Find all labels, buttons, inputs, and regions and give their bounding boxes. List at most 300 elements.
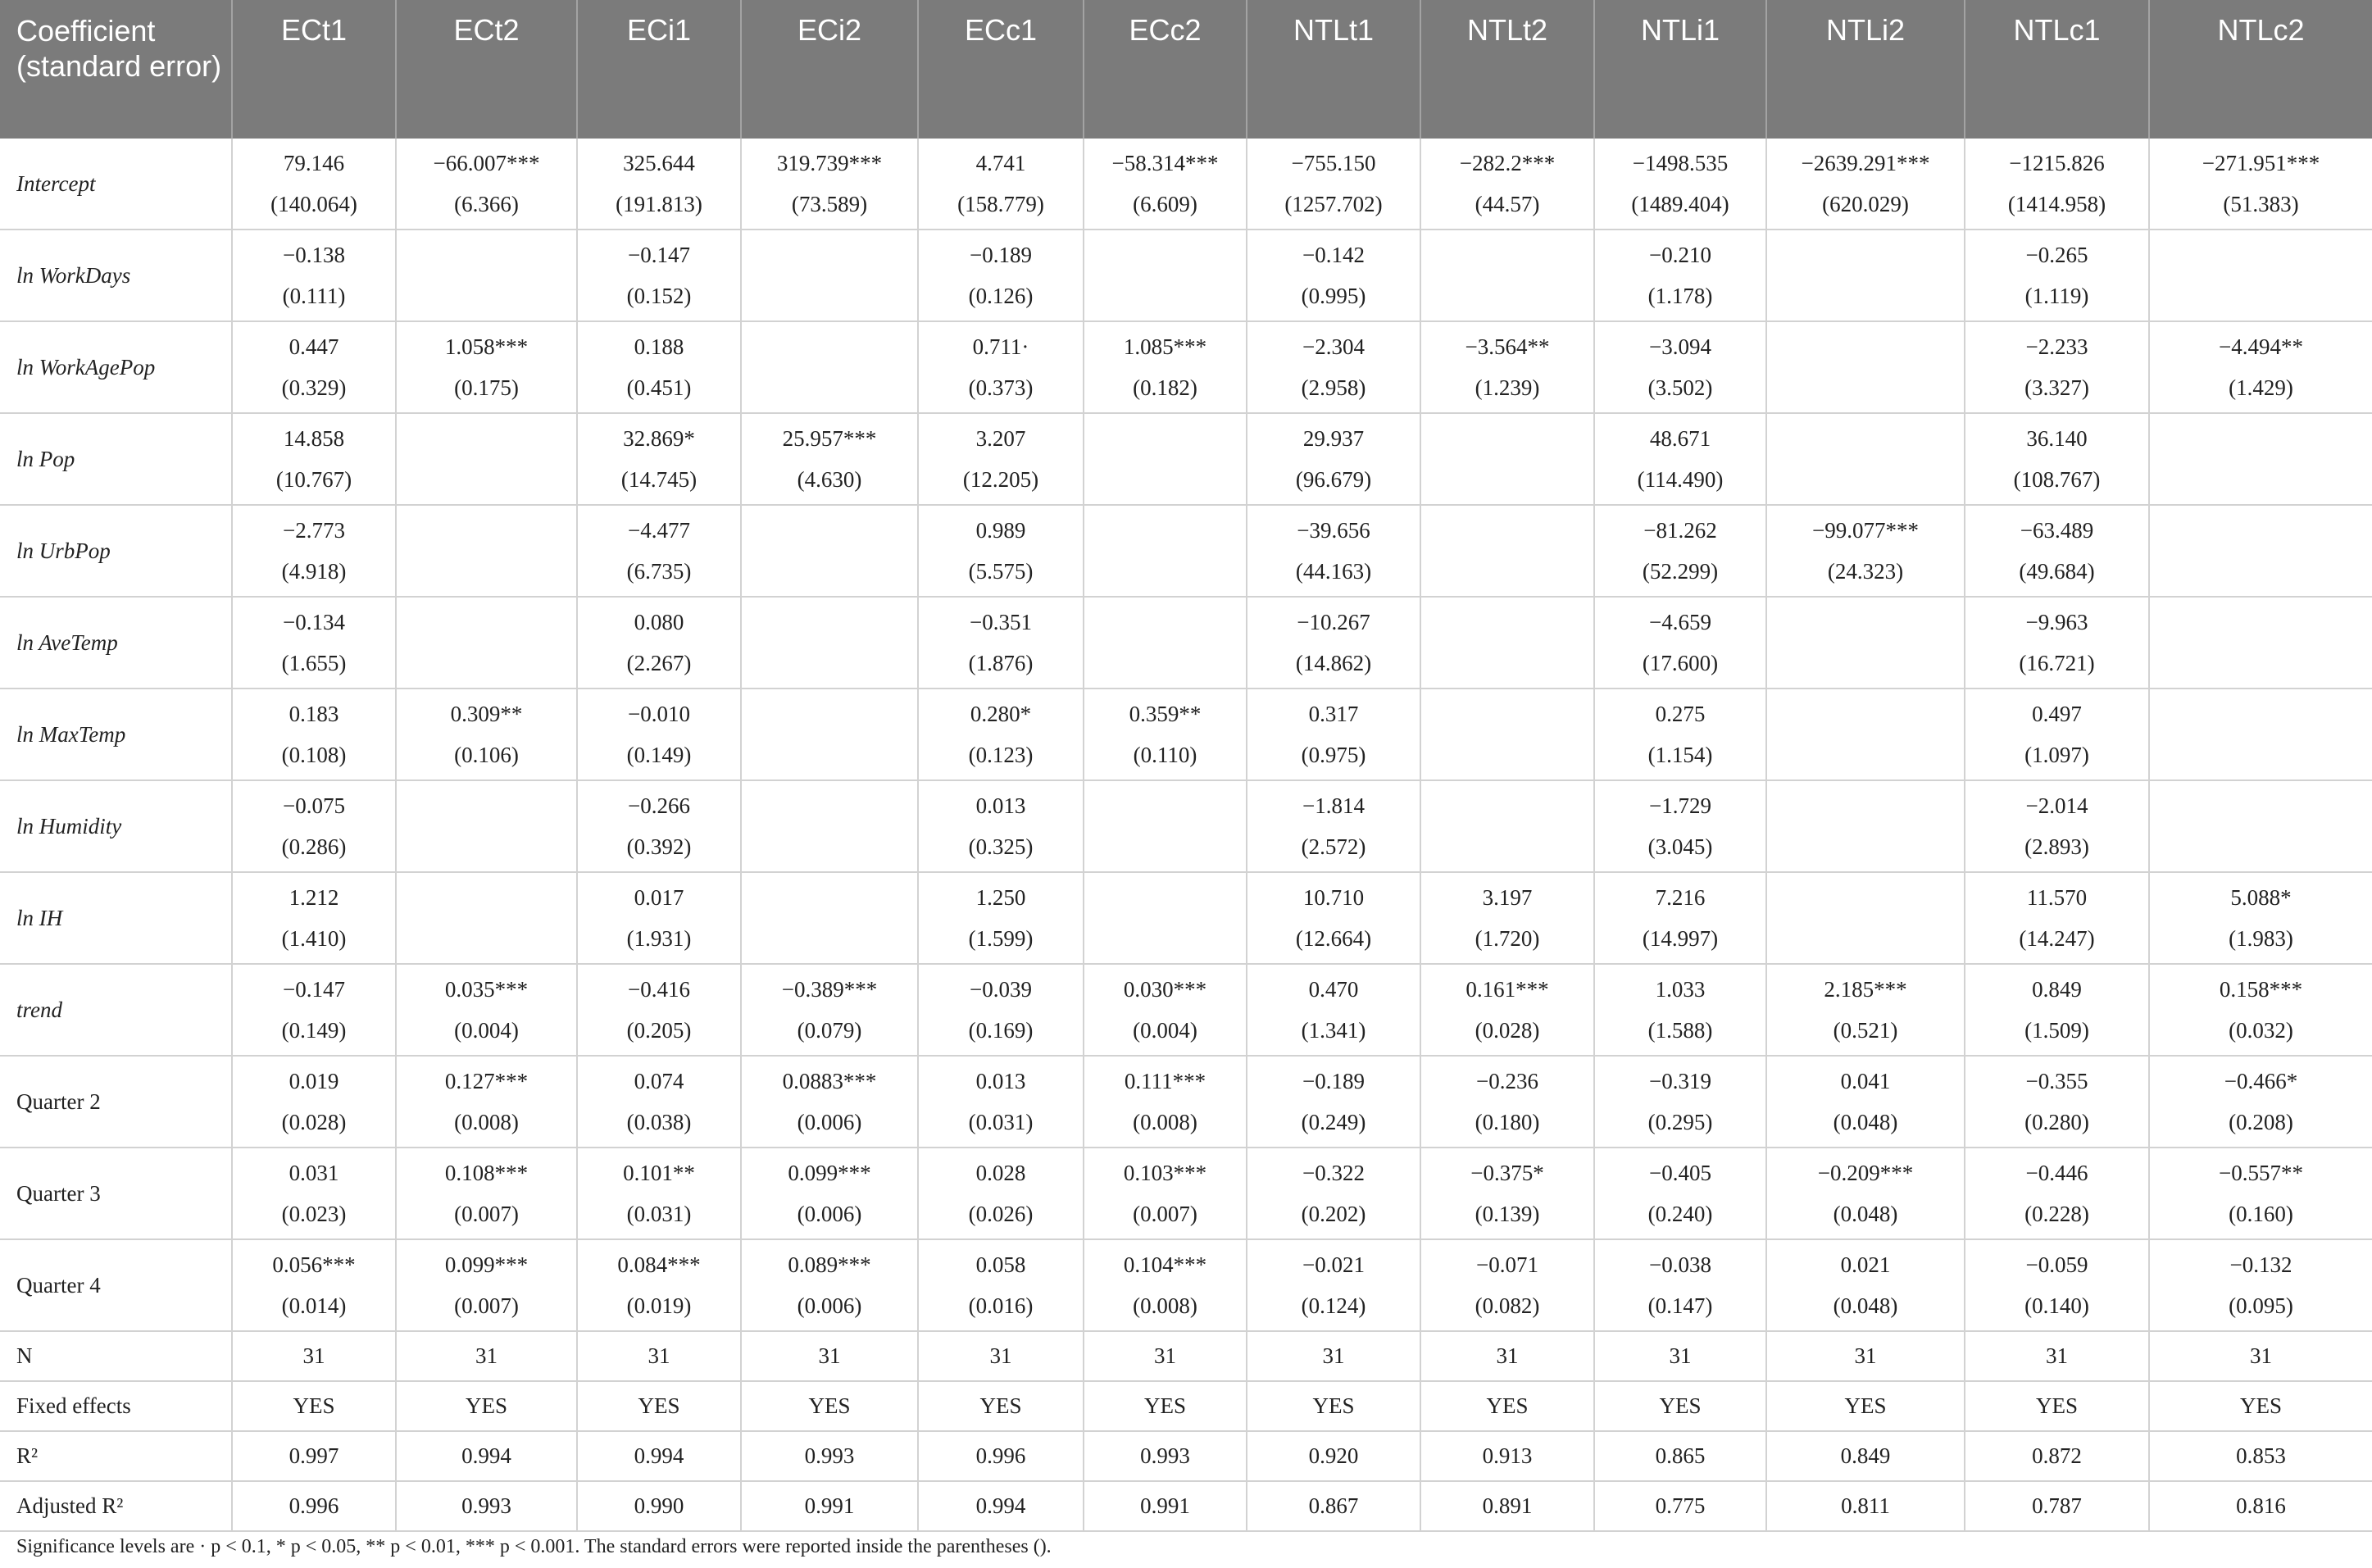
table-cell — [1247, 321, 1420, 413]
coefficient-estimate: 0.188 — [634, 334, 684, 359]
table-cell — [1594, 505, 1766, 597]
standard-error: (1.410) — [281, 926, 347, 951]
standard-error: (0.095) — [2229, 1293, 2293, 1318]
table-cell — [1965, 1148, 2149, 1239]
coefficient-row — [0, 413, 2372, 505]
coefficient-estimate: 0.158*** — [2219, 977, 2303, 1002]
standard-error: (0.008) — [1133, 1110, 1197, 1134]
standard-error: (0.392) — [626, 834, 692, 859]
coefficient-estimate: 0.021 — [1840, 1252, 1891, 1277]
coefficient-estimate: −0.038 — [1649, 1252, 1711, 1277]
standard-error: (0.004) — [454, 1018, 519, 1043]
standard-error: (17.600) — [1642, 651, 1719, 675]
table-cell: YES — [741, 1381, 918, 1431]
coefficient-estimate: −0.059 — [2025, 1252, 2088, 1277]
standard-error: (1257.702) — [1284, 192, 1383, 216]
standard-error: (140.064) — [270, 192, 357, 216]
row-label: trend — [0, 964, 232, 1056]
coefficient-row — [0, 505, 2372, 597]
standard-error: (0.006) — [797, 1110, 862, 1134]
coefficient-estimate: 1.058*** — [444, 334, 529, 359]
standard-error: (0.149) — [281, 1018, 347, 1043]
coefficient-estimate: 0.103*** — [1123, 1161, 1207, 1185]
standard-error: (0.108) — [281, 743, 347, 767]
standard-error: (4.630) — [797, 467, 862, 492]
table-cell — [1766, 321, 1965, 413]
coefficient-estimate: −58.314*** — [1111, 151, 1219, 175]
coefficient-estimate: −2.014 — [2025, 793, 2088, 818]
row-label: ln UrbPop — [0, 505, 232, 597]
standard-error: (0.147) — [1647, 1293, 1713, 1318]
coefficient-estimate: 0.0883*** — [782, 1069, 877, 1093]
table-cell — [1965, 413, 2149, 505]
table-cell — [918, 1239, 1084, 1331]
coefficient-estimate: 2.185*** — [1824, 977, 1907, 1002]
coefficient-estimate: −9.963 — [2025, 610, 2088, 634]
coefficient-estimate: −0.322 — [1302, 1161, 1365, 1185]
table-cell — [2149, 1148, 2372, 1239]
table-cell — [2149, 964, 2372, 1056]
standard-error: (0.019) — [626, 1293, 692, 1318]
table-cell — [1594, 321, 1766, 413]
table-cell: 0.867 — [1247, 1481, 1420, 1531]
table-cell — [1965, 139, 2149, 230]
table-cell — [1965, 230, 2149, 321]
standard-error: (1414.958) — [2007, 192, 2106, 216]
table-cell — [741, 413, 918, 505]
standard-error: (0.079) — [797, 1018, 862, 1043]
standard-error: (114.490) — [1637, 467, 1724, 492]
table-cell — [1084, 1148, 1247, 1239]
table-cell: 0.996 — [918, 1431, 1084, 1481]
coefficient-estimate: −2.233 — [2025, 334, 2088, 359]
standard-error: (10.767) — [275, 467, 352, 492]
standard-error: (0.106) — [454, 743, 519, 767]
table-cell — [1247, 1239, 1420, 1331]
table-cell — [1594, 597, 1766, 689]
standard-error: (0.026) — [968, 1202, 1034, 1226]
standard-error: (0.111) — [282, 284, 346, 308]
standard-error: (1.509) — [2024, 1018, 2089, 1043]
table-cell — [577, 872, 741, 964]
table-cell: 0.872 — [1965, 1431, 2149, 1481]
coefficient-estimate: −2.773 — [283, 518, 345, 543]
table-cell — [1766, 230, 1965, 321]
standard-error: (0.995) — [1301, 284, 1366, 308]
coefficient-estimate: 0.497 — [2032, 702, 2082, 726]
coefficient-estimate: −0.355 — [2025, 1069, 2088, 1093]
row-label: ln MaxTemp — [0, 689, 232, 780]
table-cell — [1766, 872, 1965, 964]
coefficient-estimate: −0.389*** — [781, 977, 878, 1002]
coefficient-estimate: −81.262 — [1643, 518, 1717, 543]
table-cell — [918, 230, 1084, 321]
table-cell — [1594, 1056, 1766, 1148]
table-cell — [577, 1239, 741, 1331]
standard-error: (0.160) — [2229, 1202, 2293, 1226]
coefficient-estimate: −1215.826 — [2009, 151, 2105, 175]
table-cell: 0.997 — [232, 1431, 396, 1481]
table-cell — [1420, 872, 1594, 964]
table-cell: YES — [577, 1381, 741, 1431]
table-cell — [1965, 1056, 2149, 1148]
coefficient-estimate: −99.077*** — [1812, 518, 1919, 543]
table-cell — [1084, 505, 1247, 597]
header-row — [0, 0, 2372, 139]
coefficient-estimate: 0.041 — [1840, 1069, 1891, 1093]
table-cell — [741, 1239, 918, 1331]
standard-error: (1489.404) — [1631, 192, 1729, 216]
standard-error: (0.169) — [968, 1018, 1034, 1043]
header-ntlt1: NTLt1 — [1247, 0, 1420, 139]
standard-error: (0.140) — [2024, 1293, 2089, 1318]
standard-error: (191.813) — [616, 192, 702, 216]
standard-error: (1.655) — [281, 651, 347, 675]
table-cell — [1766, 780, 1965, 872]
table-cell — [741, 964, 918, 1056]
table-cell — [232, 230, 396, 321]
table-cell: 0.990 — [577, 1481, 741, 1531]
header-ect1: ECt1 — [232, 0, 396, 139]
coefficient-estimate: 14.858 — [283, 426, 345, 451]
standard-error: (0.205) — [626, 1018, 692, 1043]
coefficient-row — [0, 780, 2372, 872]
header-eci1: ECi1 — [577, 0, 741, 139]
table-cell — [1965, 780, 2149, 872]
coefficient-estimate: 325.644 — [623, 151, 695, 175]
table-cell — [918, 139, 1084, 230]
standard-error: (0.110) — [1133, 743, 1197, 767]
coefficient-row — [0, 139, 2372, 230]
table-cell: 0.991 — [741, 1481, 918, 1531]
table-cell — [918, 780, 1084, 872]
coefficient-estimate: −1.814 — [1302, 793, 1365, 818]
table-cell — [1420, 413, 1594, 505]
table-cell — [1420, 689, 1594, 780]
table-cell: 0.993 — [1084, 1431, 1247, 1481]
coefficient-estimate: 0.108*** — [444, 1161, 529, 1185]
table-cell: 31 — [1766, 1331, 1965, 1381]
table-cell — [918, 321, 1084, 413]
table-cell — [1084, 964, 1247, 1056]
table-cell — [1594, 1239, 1766, 1331]
table-cell — [232, 139, 396, 230]
standard-error: (0.152) — [626, 284, 692, 308]
table-cell — [1247, 413, 1420, 505]
table-cell: 31 — [918, 1331, 1084, 1381]
table-cell: 31 — [232, 1331, 396, 1381]
row-label: Quarter 2 — [0, 1056, 232, 1148]
standard-error: (0.008) — [454, 1110, 519, 1134]
table-cell — [2149, 597, 2372, 689]
standard-error: (0.031) — [968, 1110, 1034, 1134]
standard-error: (12.205) — [962, 467, 1039, 492]
row-label: Adjusted R² — [0, 1481, 232, 1531]
coefficient-estimate: −0.189 — [970, 243, 1032, 267]
coefficient-estimate: 0.028 — [975, 1161, 1026, 1185]
table-cell — [1420, 597, 1594, 689]
standard-error: (0.249) — [1301, 1110, 1366, 1134]
table-cell — [1766, 597, 1965, 689]
table-cell: YES — [232, 1381, 396, 1431]
coefficient-row — [0, 872, 2372, 964]
table-cell — [232, 1056, 396, 1148]
standard-error: (0.325) — [968, 834, 1034, 859]
table-cell — [1766, 139, 1965, 230]
coefficient-estimate: −0.210 — [1649, 243, 1711, 267]
table-cell: 31 — [741, 1331, 918, 1381]
table-cell — [1084, 321, 1247, 413]
standard-error: (0.329) — [281, 375, 347, 400]
table-cell — [396, 1239, 577, 1331]
coefficient-estimate: −3.094 — [1649, 334, 1711, 359]
table-cell: 31 — [2149, 1331, 2372, 1381]
table-cell: YES — [1084, 1381, 1247, 1431]
standard-error: (51.383) — [2223, 192, 2299, 216]
table-cell — [1247, 505, 1420, 597]
table-cell — [577, 321, 741, 413]
table-cell — [577, 964, 741, 1056]
coefficient-estimate: 10.710 — [1302, 885, 1365, 910]
statistic-row — [0, 1331, 2372, 1381]
coefficient-estimate: 319.739*** — [776, 151, 883, 175]
standard-error: (1.097) — [2024, 743, 2089, 767]
table-cell: 0.993 — [741, 1431, 918, 1481]
coefficient-row — [0, 1056, 2372, 1148]
coefficient-estimate: 0.084*** — [617, 1252, 701, 1277]
coefficient-row — [0, 230, 2372, 321]
header-eci2: ECi2 — [741, 0, 918, 139]
table-cell: 0.920 — [1247, 1431, 1420, 1481]
coefficient-estimate: −0.142 — [1302, 243, 1365, 267]
standard-error: (6.609) — [1133, 192, 1197, 216]
table-cell — [2149, 321, 2372, 413]
coefficient-estimate: 0.711· — [972, 334, 1029, 359]
table-cell: 0.913 — [1420, 1431, 1594, 1481]
table-cell — [741, 689, 918, 780]
standard-error: (6.366) — [454, 192, 519, 216]
coefficient-estimate: 0.989 — [975, 518, 1026, 543]
coefficient-estimate: 48.671 — [1649, 426, 1711, 451]
coefficient-estimate: 1.085*** — [1123, 334, 1207, 359]
table-cell — [396, 230, 577, 321]
coefficient-estimate: −282.2*** — [1459, 151, 1556, 175]
table-cell — [1766, 1056, 1965, 1148]
standard-error: (0.007) — [1133, 1202, 1197, 1226]
table-cell — [2149, 780, 2372, 872]
standard-error: (1.931) — [626, 926, 692, 951]
table-cell — [1420, 1148, 1594, 1239]
coefficient-estimate: 29.937 — [1302, 426, 1365, 451]
table-cell: 0.994 — [577, 1431, 741, 1481]
table-cell — [1247, 689, 1420, 780]
table-cell — [232, 321, 396, 413]
header-ect2: ECt2 — [396, 0, 577, 139]
table-cell: YES — [918, 1381, 1084, 1431]
coefficient-estimate: 0.161*** — [1465, 977, 1549, 1002]
coefficient-estimate: 1.033 — [1655, 977, 1706, 1002]
table-cell — [1084, 1056, 1247, 1148]
table-cell — [396, 872, 577, 964]
standard-error: (0.031) — [626, 1202, 692, 1226]
table-cell — [1965, 321, 2149, 413]
table-cell — [1594, 413, 1766, 505]
table-cell — [232, 964, 396, 1056]
table-cell: 31 — [1420, 1331, 1594, 1381]
table-cell: 0.811 — [1766, 1481, 1965, 1531]
table-cell — [232, 689, 396, 780]
standard-error: (0.048) — [1833, 1202, 1898, 1226]
coefficient-estimate: 0.080 — [634, 610, 684, 634]
table-cell — [1084, 1239, 1247, 1331]
table-cell: 0.849 — [1766, 1431, 1965, 1481]
coefficient-estimate: −0.466* — [2224, 1069, 2298, 1093]
coefficient-estimate: 0.447 — [289, 334, 339, 359]
standard-error: (0.032) — [2229, 1018, 2293, 1043]
standard-error: (52.299) — [1642, 559, 1719, 584]
standard-error: (1.341) — [1301, 1018, 1366, 1043]
table-cell — [1084, 230, 1247, 321]
coefficient-estimate: −0.557** — [2219, 1161, 2303, 1185]
coefficient-estimate: −0.021 — [1302, 1252, 1365, 1277]
table-cell — [1084, 689, 1247, 780]
table-cell — [741, 597, 918, 689]
table-cell — [2149, 872, 2372, 964]
standard-error: (0.008) — [1133, 1293, 1197, 1318]
coefficient-row — [0, 964, 2372, 1056]
coefficient-estimate: −755.150 — [1291, 151, 1376, 175]
coefficient-estimate: 0.127*** — [444, 1069, 529, 1093]
standard-error: (1.119) — [2024, 284, 2089, 308]
table-cell: 31 — [577, 1331, 741, 1381]
table-cell: 0.816 — [2149, 1481, 2372, 1531]
table-cell — [1766, 413, 1965, 505]
standard-error: (0.139) — [1475, 1202, 1540, 1226]
standard-error: (108.767) — [2013, 467, 2101, 492]
table-cell — [396, 139, 577, 230]
coefficient-estimate: −0.147 — [283, 977, 345, 1002]
table-cell — [1766, 689, 1965, 780]
table-cell: 0.787 — [1965, 1481, 2149, 1531]
table-cell — [741, 872, 918, 964]
table-cell — [1420, 230, 1594, 321]
table-cell: 0.994 — [396, 1431, 577, 1481]
standard-error: (0.124) — [1301, 1293, 1366, 1318]
row-label: ln WorkDays — [0, 230, 232, 321]
table-cell — [918, 1056, 1084, 1148]
table-cell — [396, 1056, 577, 1148]
standard-error: (3.327) — [2024, 375, 2089, 400]
standard-error: (0.006) — [797, 1293, 862, 1318]
table-cell — [1247, 139, 1420, 230]
standard-error: (14.862) — [1295, 651, 1372, 675]
standard-error: (0.240) — [1647, 1202, 1713, 1226]
table-cell — [1084, 780, 1247, 872]
table-cell — [1247, 872, 1420, 964]
table-cell: YES — [1594, 1381, 1766, 1431]
table-cell — [396, 321, 577, 413]
table-cell — [2149, 505, 2372, 597]
table-cell — [1766, 1148, 1965, 1239]
header-ntli1: NTLi1 — [1594, 0, 1766, 139]
coefficient-estimate: −0.236 — [1476, 1069, 1538, 1093]
standard-error: (2.893) — [2024, 834, 2089, 859]
standard-error: (1.154) — [1647, 743, 1713, 767]
standard-error: (24.323) — [1827, 559, 1904, 584]
statistic-row — [0, 1481, 2372, 1531]
table-cell — [1594, 689, 1766, 780]
coefficient-estimate: −0.266 — [628, 793, 690, 818]
standard-error: (0.048) — [1833, 1110, 1898, 1134]
table-cell — [1084, 872, 1247, 964]
standard-error: (0.975) — [1301, 743, 1366, 767]
table-cell — [1247, 964, 1420, 1056]
table-cell — [577, 689, 741, 780]
standard-error: (0.208) — [2229, 1110, 2293, 1134]
table-cell — [1965, 597, 2149, 689]
coefficient-estimate: 1.212 — [289, 885, 339, 910]
table-cell — [2149, 139, 2372, 230]
coefficient-estimate: 3.207 — [975, 426, 1026, 451]
coefficient-estimate: −0.446 — [2025, 1161, 2088, 1185]
table-cell — [2149, 230, 2372, 321]
table-cell — [396, 689, 577, 780]
standard-error: (1.588) — [1647, 1018, 1713, 1043]
coefficient-estimate: 25.957*** — [782, 426, 877, 451]
table-cell — [577, 230, 741, 321]
table-cell — [577, 780, 741, 872]
coefficient-estimate: 4.741 — [975, 151, 1026, 175]
table-cell — [577, 1056, 741, 1148]
coefficient-estimate: 0.849 — [2032, 977, 2082, 1002]
statistic-row — [0, 1431, 2372, 1481]
table-cell — [1084, 413, 1247, 505]
table-cell — [577, 413, 741, 505]
table-cell — [741, 139, 918, 230]
table-cell: 0.865 — [1594, 1431, 1766, 1481]
coefficient-row — [0, 1239, 2372, 1331]
coefficient-estimate: 1.250 — [975, 885, 1026, 910]
row-label: ln Pop — [0, 413, 232, 505]
standard-error: (5.575) — [968, 559, 1034, 584]
table-cell — [1420, 780, 1594, 872]
coefficient-estimate: −0.071 — [1476, 1252, 1538, 1277]
coefficient-estimate: −0.416 — [628, 977, 690, 1002]
table-cell — [1247, 230, 1420, 321]
coefficient-estimate: 0.275 — [1655, 702, 1706, 726]
table-cell — [1594, 139, 1766, 230]
coefficient-row — [0, 597, 2372, 689]
coefficient-estimate: 0.074 — [634, 1069, 684, 1093]
table-cell — [232, 872, 396, 964]
table-cell — [1965, 689, 2149, 780]
standard-error: (14.997) — [1642, 926, 1719, 951]
header-ntlt2: NTLt2 — [1420, 0, 1594, 139]
coefficient-estimate: −0.039 — [970, 977, 1032, 1002]
coefficient-estimate: 7.216 — [1655, 885, 1706, 910]
table-cell — [1247, 1056, 1420, 1148]
table-cell — [741, 1056, 918, 1148]
table-cell — [1594, 780, 1766, 872]
table-cell: 0.991 — [1084, 1481, 1247, 1531]
standard-error: (0.014) — [281, 1293, 347, 1318]
coefficient-estimate: 5.088* — [2230, 885, 2292, 910]
coefficient-estimate: 0.317 — [1308, 702, 1359, 726]
coefficient-estimate: −0.405 — [1649, 1161, 1711, 1185]
table-cell — [741, 321, 918, 413]
standard-error: (0.016) — [968, 1293, 1034, 1318]
coefficient-estimate: 0.017 — [634, 885, 684, 910]
